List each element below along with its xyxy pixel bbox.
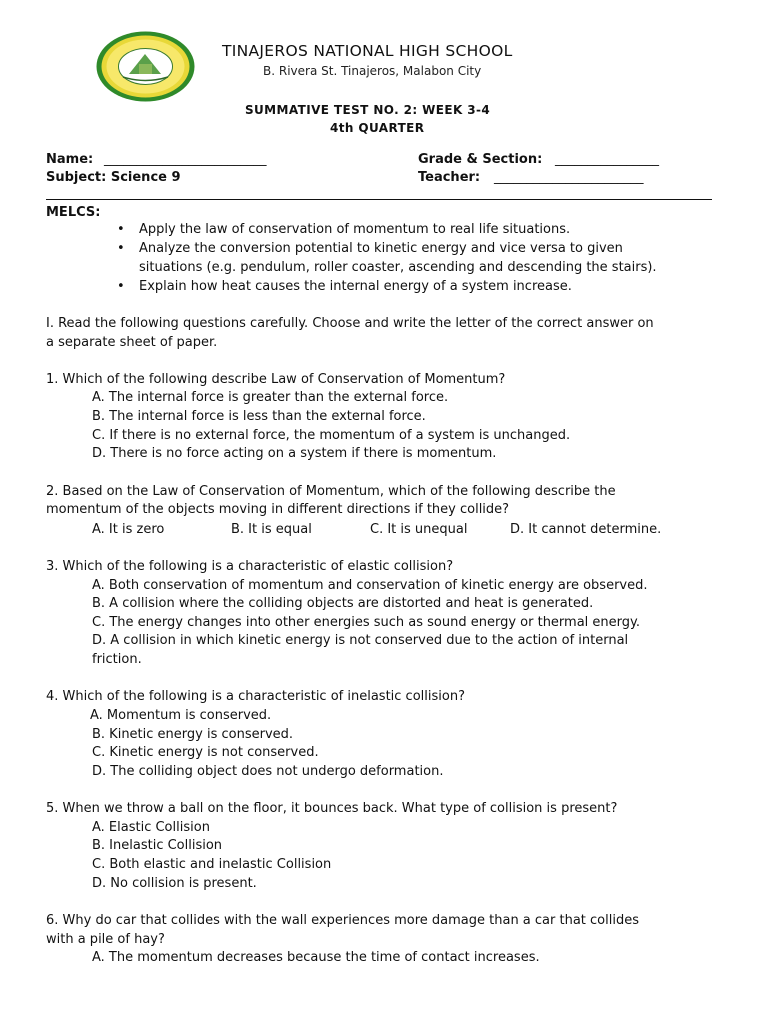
question-5-option-a: A. Elastic Collision	[92, 820, 210, 835]
school-address: B. Rivera St. Tinajeros, Malabon City	[263, 64, 482, 78]
question-6-stem-line-2: with a pile of hay?	[46, 932, 165, 947]
question-1-option-b: B. The internal force is less than the external force.	[92, 409, 426, 424]
grade-section-label: Grade & Section:	[418, 152, 543, 167]
question-1-option-d: D. There is no force acting on a system if there is momentum.	[92, 446, 497, 461]
melc-item-2-line-2: situations (e.g. pendulum, roller coaster, ascending and descending the stairs).	[139, 260, 657, 275]
question-5-option-b: B. Inelastic Collision	[92, 838, 223, 853]
question-3-option-b: B. A collision where the colliding objects are distorted and heat is generated.	[92, 596, 594, 611]
question-3-stem: 3. Which of the following is a characteristic of elastic collision?	[46, 559, 454, 574]
question-4-stem: 4. Which of the following is a characteristic of inelastic collision?	[46, 689, 465, 704]
question-2-option-a: A. It is zero	[92, 522, 165, 537]
question-2-option-c: C. It is unequal	[370, 522, 468, 537]
question-6-stem-line-1: 6. Why do car that collides with the wall experiences more damage than a car that collides	[46, 913, 639, 928]
question-1-option-c: C. If there is no external force, the momentum of a system is unchanged.	[92, 428, 571, 443]
melc-item-3: Explain how heat causes the internal energy of a system increase.	[139, 279, 572, 294]
question-5-option-c: C. Both elastic and inelastic Collision	[92, 857, 332, 872]
question-1-stem: 1. Which of the following describe Law of Conservation of Momentum?	[46, 372, 506, 387]
bullet-icon: •	[117, 222, 125, 237]
quarter-label: 4th QUARTER	[330, 121, 425, 135]
question-3-option-d-line-2: friction.	[92, 652, 142, 667]
question-6-option-a: A. The momentum decreases because the time of contact increases.	[92, 950, 540, 965]
question-5-stem: 5. When we throw a ball on the floor, it bounces back. What type of collision is present?	[46, 801, 618, 816]
teacher-blank: _______________________	[494, 170, 644, 185]
question-2-stem-line-1: 2. Based on the Law of Conservation of Momentum, which of the following describe the	[46, 484, 616, 499]
grade-section-blank: ________________	[555, 152, 659, 167]
question-4-option-c: C. Kinetic energy is not conserved.	[92, 745, 319, 760]
bullet-icon: •	[117, 241, 125, 256]
melcs-heading: MELCS:	[46, 205, 101, 220]
question-3-option-d-line-1: D. A collision in which kinetic energy is not conserved due to the action of internal	[92, 633, 629, 648]
bullet-icon: •	[117, 279, 125, 294]
name-label: Name:	[46, 152, 94, 167]
header-divider	[46, 199, 712, 200]
question-3-option-a: A. Both conservation of momentum and conservation of kinetic energy are observed.	[92, 578, 648, 593]
question-4-option-d: D. The colliding object does not undergo deformation.	[92, 764, 444, 779]
melc-item-1: Apply the law of conservation of momentum to real life situations.	[139, 222, 571, 237]
question-1-option-a: A. The internal force is greater than the external force.	[92, 390, 449, 405]
question-2-option-b: B. It is equal	[231, 522, 312, 537]
name-blank: _________________________	[104, 152, 267, 167]
question-3-option-c: C. The energy changes into other energies such as sound energy or thermal energy.	[92, 615, 640, 630]
test-title: SUMMATIVE TEST NO. 2: WEEK 3-4	[245, 103, 491, 117]
question-4-option-a: A. Momentum is conserved.	[90, 708, 272, 723]
school-seal-icon	[95, 30, 196, 103]
instructions-line-2: a separate sheet of paper.	[46, 335, 218, 350]
teacher-label: Teacher:	[418, 170, 481, 185]
question-2-option-d: D. It cannot determine.	[510, 522, 662, 537]
question-2-stem-line-2: momentum of the objects moving in different directions if they collide?	[46, 502, 510, 517]
instructions-line-1: I. Read the following questions carefully. Choose and write the letter of the correct answer on	[46, 316, 654, 331]
question-5-option-d: D. No collision is present.	[92, 876, 257, 891]
subject-label: Subject: Science 9	[46, 170, 181, 185]
question-4-option-b: B. Kinetic energy is conserved.	[92, 727, 294, 742]
school-name: TINAJEROS NATIONAL HIGH SCHOOL	[222, 42, 513, 60]
melc-item-2-line-1: Analyze the conversion potential to kinetic energy and vice versa to given	[139, 241, 623, 256]
